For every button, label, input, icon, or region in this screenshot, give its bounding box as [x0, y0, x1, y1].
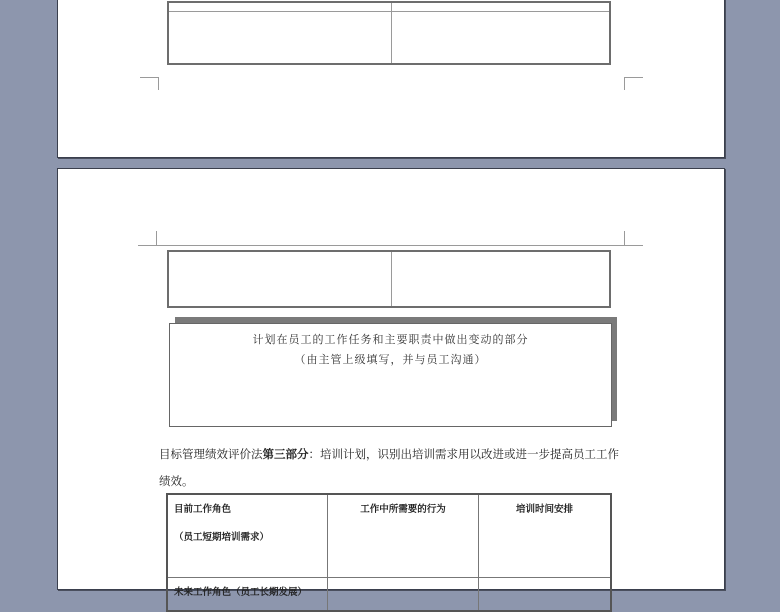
short-term-needs-label: （员工短期培训需求） — [174, 532, 270, 543]
table-cell-empty — [479, 578, 612, 612]
crop-mark-top-right — [624, 231, 643, 246]
behavior-header: 工作中所需要的行为 — [328, 494, 479, 578]
crop-mark-top-left — [138, 231, 157, 246]
table-cell-empty — [328, 578, 479, 612]
table-fragment-continued — [167, 250, 611, 308]
training-table — [166, 493, 612, 612]
header-rule — [156, 245, 624, 246]
note-line-1: 计划在员工的工作任务和主要职责中做出变动的部分 — [252, 333, 529, 346]
table-row — [167, 578, 611, 612]
note-line-2: （由主管上级填写，并与员工沟通） — [294, 353, 487, 366]
future-role-label: 未来工作角色（员工长期发展） — [174, 587, 308, 598]
table-fragment-top — [167, 1, 611, 65]
section-paragraph — [159, 446, 639, 462]
schedule-header: 培训时间安排 — [479, 494, 612, 578]
table-row — [167, 494, 611, 578]
paragraph-prefix: 目标管理绩效评价法 — [159, 447, 263, 461]
note-box — [169, 323, 612, 427]
document-page-2 — [57, 168, 725, 598]
document-page-1 — [57, 0, 725, 158]
paragraph-bold: 第三部分 — [262, 447, 309, 461]
paragraph-suffix: ：培训计划，识别出培训需求用以改进或进一步提高员工工作 — [308, 447, 619, 461]
section-paragraph-line2: 绩效。 — [159, 474, 194, 488]
crop-mark-bottom-right — [624, 77, 643, 90]
table-cell-role — [167, 494, 328, 578]
future-role-cell — [167, 578, 328, 612]
current-role-label: 目前工作角色 — [174, 504, 232, 515]
crop-mark-bottom-left — [140, 77, 159, 90]
